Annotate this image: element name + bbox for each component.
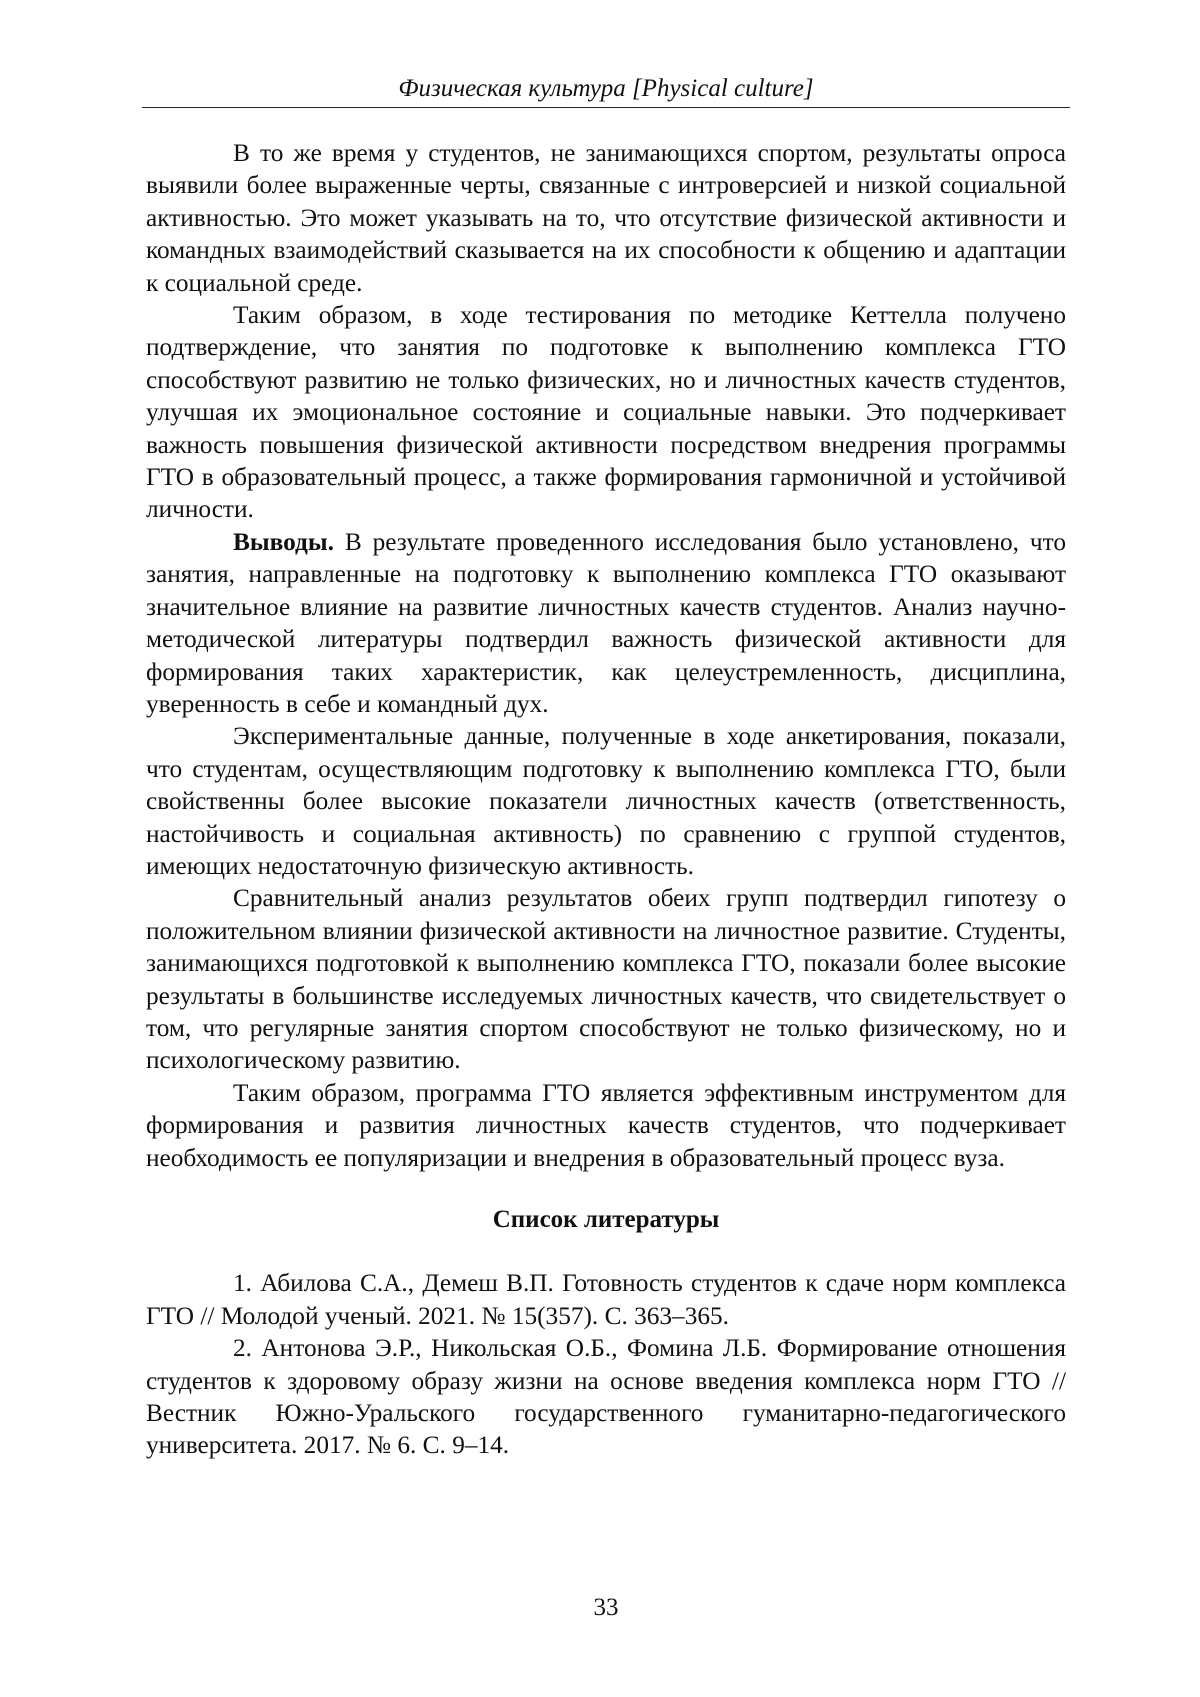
paragraph-2: Таким образом, в ходе тестирования по методике Кеттелла получено подтверждение, что занятия по подготовке к выполнению комплекса ГТО способствуют развитию не только физических, но и личностных качеств студентов, улучшая их эмоциональное состояние и социальные навыки. Это подчеркивает важность повышения физической активности посредством внедрения программы ГТО в образовательный процесс, а также формирования гармоничной и устойчивой личности. bbox=[146, 301, 1066, 524]
article-body bbox=[146, 137, 1066, 1462]
reference-item-1: 1. Абилова С.А., Демеш В.П. Готовность студентов к сдаче норм комплекса ГТО // Молодой ученый. 2021. № 15(357). С. 363–365. bbox=[146, 1269, 1066, 1330]
paragraph-3-text: В результате проведенного исследования было установлено, что занятия, направленные на подготовку к выполнению комплекса ГТО оказывают значительное влияние на развитие личностных качеств студентов. Анализ научно-методической литературы подтвердил важность физической активности для формирования таких характеристик, как целеустремленность, дисциплина, уверенность в себе и командный дух. bbox=[146, 527, 1066, 718]
reference-item-2: 2. Антонова Э.Р., Никольская О.Б., Фомина Л.Б. Формирование отношения студентов к здоровому образу жизни на основе введения комплекса норм ГТО // Вестник Южно-Уральского государственного гуманитарно-педагогического университета. 2017. № 6. С. 9–14. bbox=[146, 1334, 1066, 1460]
references-title: Список литературы bbox=[492, 1206, 720, 1233]
page-number: 33 bbox=[593, 1594, 619, 1621]
paragraph-6: Таким образом, программа ГТО является эффективным инструментом для формирования и развития личностных качеств студентов, что подчеркивает необходимость ее популяризации и внедрения в образовательный процесс вуза. bbox=[146, 1078, 1066, 1172]
paragraph-4: Экспериментальные данные, полученные в ходе анкетирования, показали, что студентам, осуществляющим подготовку к выполнению комплекса ГТО, были свойственны более высокие показатели личностных качеств (ответственность, настойчивость и социальная активность) по сравнению с группой студентов, имеющих недостаточную физическую активность. bbox=[146, 722, 1066, 880]
conclusions-lead: Выводы. bbox=[233, 527, 334, 556]
paragraph-3-conclusions bbox=[146, 526, 1066, 720]
paragraph-1: В то же время у студентов, не занимающихся спортом, результаты опроса выявили более выраженные черты, связанные с интроверсией и низкой социальной активностью. Это может указывать на то, что отсутствие физической активности и командных взаимодействий сказывается на их способности к общению и адаптации к социальной среде. bbox=[146, 139, 1066, 297]
running-head: Физическая культура [Physical culture] bbox=[142, 72, 1070, 108]
paragraph-5: Сравнительный анализ результатов обеих групп подтвердил гипотезу о положительном влиянии физической активности на личностное развитие. Студенты, занимающихся подготовкой к выполнению комплекса ГТО, показали более высокие результаты в большинстве исследуемых личностных качеств, что свидетельствует о том, что регулярные занятия спортом способствуют не только физическому, но и психологическому развитию. bbox=[146, 884, 1066, 1075]
